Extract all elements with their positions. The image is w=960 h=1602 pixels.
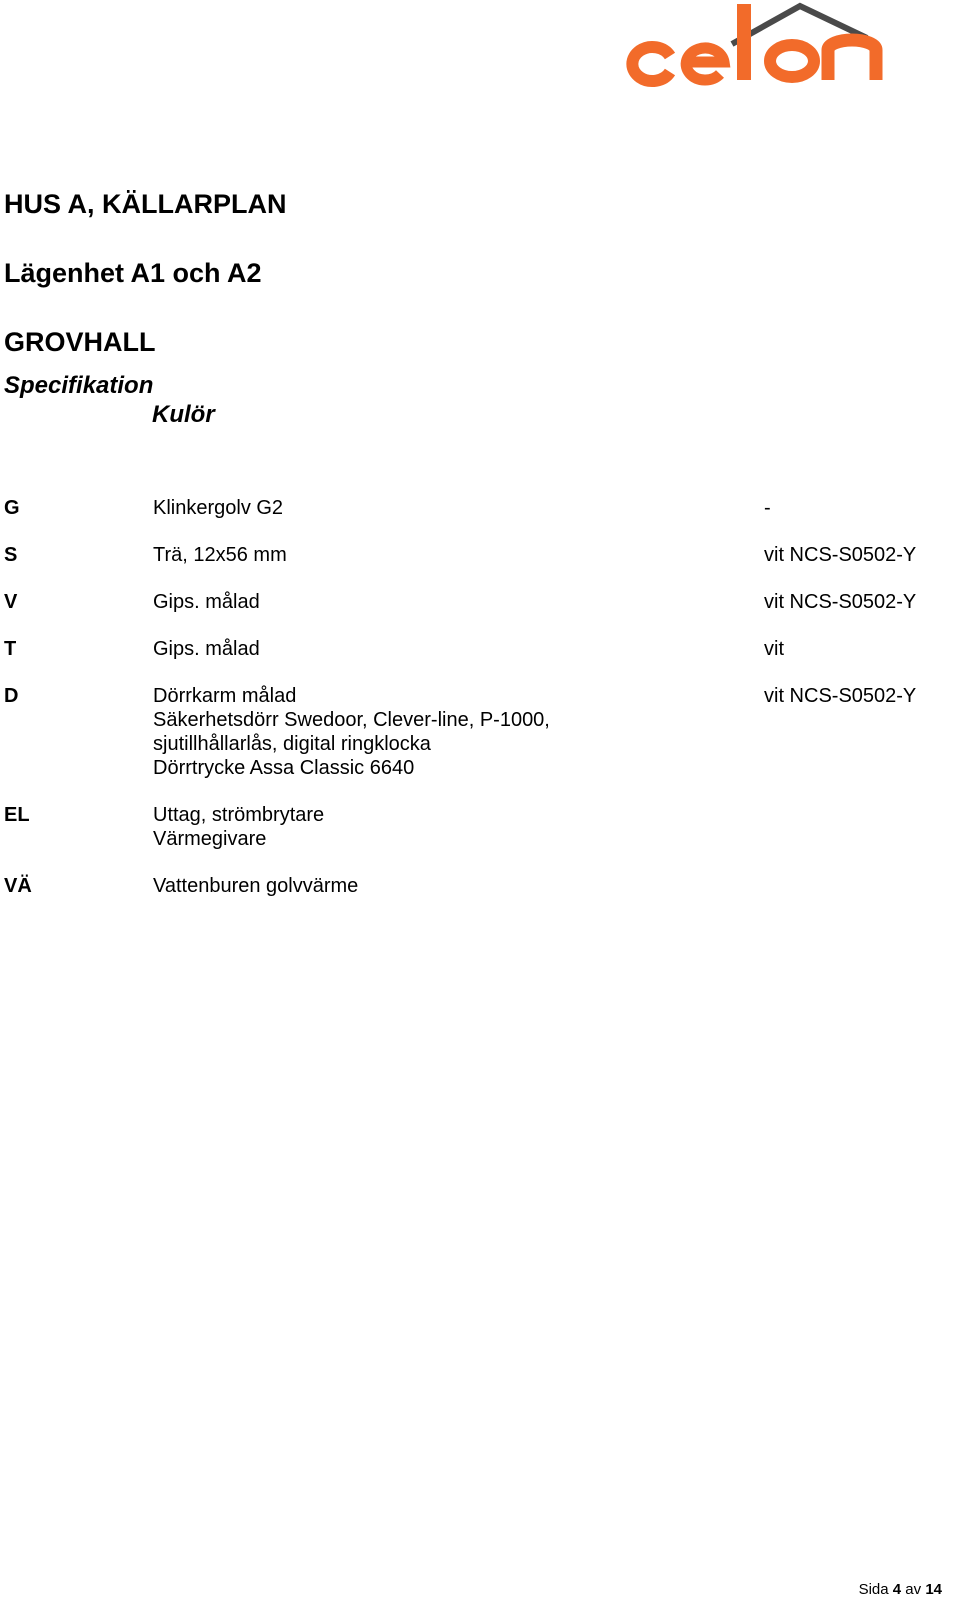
document-title: HUS A, KÄLLARPLAN (4, 189, 287, 219)
specification-line: Uttag, strömbrytare (153, 804, 325, 826)
specification-line: Klinkergolv G2 (153, 497, 284, 519)
table-row (0, 684, 960, 780)
page-of: av (905, 1581, 922, 1598)
row-color: - (764, 497, 771, 519)
specification-line: sjutillhållarlås, digital ringklocka (153, 733, 431, 755)
specification-line: Trä, 12x56 mm (153, 544, 287, 566)
celon-logo (612, 0, 902, 90)
specification-line: Värmegivare (153, 828, 267, 850)
row-code: D (4, 685, 19, 707)
specification-line: Gips. målad (153, 638, 260, 660)
table-row (0, 803, 960, 851)
table-row (0, 590, 960, 614)
row-code: V (4, 591, 18, 613)
row-specification (153, 543, 287, 567)
row-code: EL (4, 804, 30, 826)
row-specification (153, 637, 260, 661)
row-specification (153, 874, 358, 898)
table-row (0, 543, 960, 567)
celon-logo-graphic (612, 0, 902, 90)
row-code: VÄ (4, 875, 32, 897)
specification-line: Gips. målad (153, 591, 260, 613)
page-number (859, 1582, 942, 1597)
apartment-title: Lägenhet A1 och A2 (4, 258, 262, 288)
specification-line: Vattenburen golvvärme (153, 875, 359, 897)
specification-line: Dörrtrycke Assa Classic 6640 (153, 757, 415, 779)
room-title: GROVHALL (4, 327, 156, 357)
row-color: vit NCS-S0502-Y (764, 544, 917, 566)
row-specification (153, 590, 260, 614)
specification-line: Säkerhetsdörr Swedoor, Clever-line, P-1000, (153, 709, 550, 731)
row-color: vit NCS-S0502-Y (764, 591, 917, 613)
page-label: Sida (858, 1581, 889, 1598)
table-row (0, 874, 960, 898)
row-code: T (4, 638, 17, 660)
table-row (0, 637, 960, 661)
row-code: S (4, 544, 18, 566)
color-column-header: Kulör (152, 401, 215, 428)
table-row (0, 496, 960, 520)
specification-line: Dörrkarm målad (153, 685, 297, 707)
row-color: vit NCS-S0502-Y (764, 685, 917, 707)
row-specification (153, 684, 550, 780)
page-total: 14 (925, 1581, 942, 1598)
row-specification (153, 803, 324, 851)
row-color: vit (764, 638, 784, 660)
row-code: G (4, 497, 20, 519)
row-specification (153, 496, 283, 520)
page-current: 4 (892, 1581, 902, 1598)
specification-column-header: Specifikation (4, 372, 154, 399)
